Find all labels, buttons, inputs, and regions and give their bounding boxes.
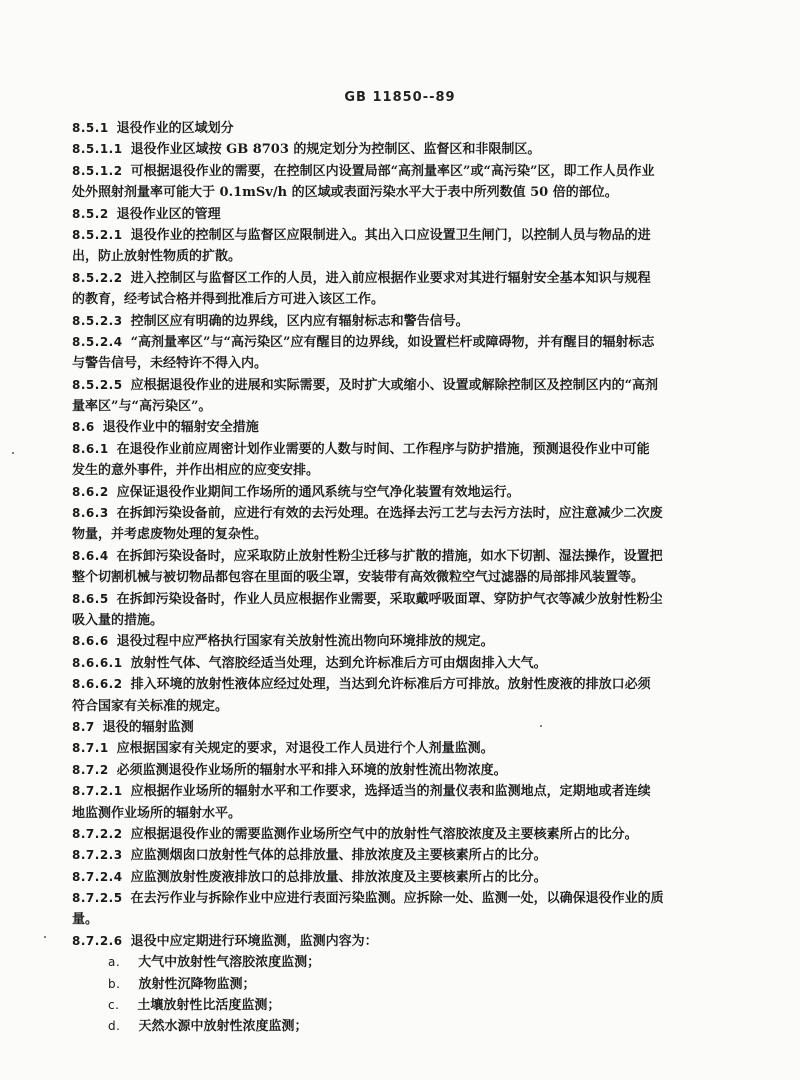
- clause-text: 退役过程中应严格执行国家有关放射性流出物向环境排放的规定。: [116, 634, 494, 650]
- clause-text: 量率区”与“高污染区”。: [72, 399, 212, 415]
- clause-line: [72, 332, 728, 353]
- clause-number: 8.7.1: [72, 741, 109, 756]
- list-item-marker: c.: [108, 998, 120, 1013]
- list-item: [72, 995, 728, 1016]
- clause-text: 退役作业区域按 GB 8703 的规定划分为控制区、监督区和非限制区。: [130, 142, 541, 158]
- clause-line: [72, 589, 728, 610]
- clause-line: [72, 674, 728, 695]
- clause-line: [72, 503, 728, 524]
- clause-line: [72, 311, 728, 332]
- clause-text: 应根据退役作业的进展和实际需要，及时扩大或缩小、设置或解除控制区及控制区内的“高剂: [130, 377, 659, 393]
- list-item: [72, 1016, 728, 1037]
- clause-number: 8.6.3: [72, 506, 109, 521]
- clause-text: 与警告信号，未经特许不得入内。: [72, 356, 268, 372]
- clause-text: 放射性气体、气溶胶经适当处理，达到允许标准后方可由烟囱排入大气。: [130, 655, 547, 671]
- clause-line: [72, 760, 728, 781]
- clause-line: [72, 631, 728, 652]
- clause-line: [72, 888, 728, 909]
- clause-continuation: [72, 396, 728, 417]
- clause-line: [72, 867, 728, 888]
- clause-text: “高剂量率区”与“高污染区”应有醒目的边界线，如设置栏杆或障碍物，并有醒目的辐射标志: [130, 334, 655, 350]
- clause-text: 应保证退役作业期间工作场所的通风系统与空气净化装置有效地运行。: [116, 484, 520, 500]
- clause-number: 8.6.2: [72, 484, 109, 499]
- clause-number: 8.5.2.2: [72, 270, 123, 285]
- clause-text: 应根据退役作业的需要监测作业场所空气中的放射性气溶胶浓度及主要核素所占的比分。: [130, 826, 638, 842]
- clause-line: [72, 417, 728, 438]
- clause-continuation: [72, 289, 728, 310]
- clause-number: 8.7.2: [72, 762, 109, 777]
- clause-continuation: [72, 246, 728, 267]
- clause-line: [72, 781, 728, 802]
- clause-number: 8.7.2.6: [72, 933, 123, 948]
- clause-number: 8.6.6.1: [72, 655, 123, 670]
- clause-line: [72, 439, 728, 460]
- clause-number: 8.7.2.4: [72, 869, 123, 884]
- clause-continuation: [72, 610, 728, 631]
- clause-text: 排入环境的放射性液体应经过处理，当达到允许标准后方可排放。放射性废液的排放口必须: [130, 677, 651, 693]
- list-item-text: 土壤放射性比活度监测；: [137, 998, 281, 1014]
- page-header: GB 11850--89: [344, 90, 456, 105]
- clause-text: 在退役作业前应周密计划作业需要的人数与时间、工作程序与防护措施，预测退役作业中可能: [116, 441, 650, 457]
- clause-text: 退役作业的控制区与监督区应限制进入。其出入口应设置卫生闸门，以控制人员与物品的进: [130, 227, 651, 243]
- clause-text: 整个切割机械与被切物品都包容在里面的吸尘罩，安装带有高效微粒空气过滤器的局部排风装置等。: [72, 570, 645, 586]
- clause-number: 8.5.1.1: [72, 142, 123, 157]
- clause-line: [72, 824, 728, 845]
- clause-number: 8.6: [72, 420, 95, 435]
- clause-number: 8.7.2.2: [72, 826, 123, 841]
- list-item-text: 放射性沉降物监测；: [138, 976, 256, 992]
- scan-speck: [12, 452, 14, 454]
- clause-number: 8.6.1: [72, 441, 109, 456]
- clause-text: 物量，并考虑废物处理的复杂性。: [72, 527, 268, 543]
- list-item-marker: d.: [108, 1019, 121, 1034]
- clause-line: [72, 161, 728, 182]
- list-item-text: 大气中放射性气溶胶浓度监测；: [138, 955, 321, 971]
- clause-number: 8.5.2.4: [72, 334, 123, 349]
- clause-continuation: [72, 909, 728, 930]
- clause-text: 量。: [72, 912, 99, 928]
- document-body: [72, 118, 728, 1038]
- clause-line: [72, 375, 728, 396]
- clause-text: 应根据国家有关规定的要求，对退役工作人员进行个人剂量监测。: [116, 741, 494, 757]
- clause-text: 的教育，经考试合格并得到批准后方可进入该区工作。: [72, 292, 385, 308]
- clause-text: 吸入量的措施。: [72, 612, 164, 628]
- clause-text: 退役的辐射监测: [102, 719, 194, 735]
- clause-number: 8.6.6: [72, 634, 109, 649]
- clause-text: 在拆卸污染设备前，应进行有效的去污处理。在选择去污工艺与去污方法时，应注意减少二次废: [116, 506, 663, 522]
- clause-line: [72, 653, 728, 674]
- clause-number: 8.5.2.3: [72, 313, 123, 328]
- clause-number: 8.7.2.5: [72, 891, 123, 906]
- clause-continuation: [72, 567, 728, 588]
- clause-line: [72, 931, 728, 952]
- clause-text: 应监测放射性废液排放口的总排放量、排放浓度及主要核素所占的比分。: [130, 869, 547, 885]
- clause-text: 可根据退役作业的需要，在控制区内设置局部“高剂量率区”或“高污染”区，即工作人员作业: [130, 163, 655, 179]
- clause-text: 地监测作业场所的辐射水平。: [72, 805, 242, 821]
- clause-text: 应根据作业场所的辐射水平和工作要求，选择适当的剂量仪表和监测地点，定期地或者连续: [130, 784, 651, 800]
- clause-line: [72, 118, 728, 139]
- clause-continuation: [72, 803, 728, 824]
- clause-continuation: [72, 524, 728, 545]
- clause-text: 符合国家有关标准的规定。: [72, 698, 229, 714]
- clause-text: 在拆卸污染设备时，作业人员应根据作业需要，采取戴呼吸面罩、穿防护气衣等减少放射性粉尘: [116, 591, 663, 607]
- list-item: [72, 952, 728, 973]
- clause-continuation: [72, 353, 728, 374]
- clause-number: 8.5.2.1: [72, 227, 123, 242]
- clause-number: 8.6.5: [72, 591, 109, 606]
- clause-text: 必须监测退役作业场所的辐射水平和排入环境的放射性流出物浓度。: [116, 762, 507, 778]
- clause-number: 8.7.2.1: [72, 784, 123, 799]
- clause-continuation: [72, 460, 728, 481]
- clause-continuation: [72, 696, 728, 717]
- clause-number: 8.6.4: [72, 548, 109, 563]
- clause-text: 发生的意外事件，并作出相应的应变安排。: [72, 463, 320, 479]
- list-item-marker: a.: [108, 955, 121, 970]
- clause-line: [72, 845, 728, 866]
- clause-line: [72, 268, 728, 289]
- clause-text: 进入控制区与监督区工作的人员，进入前应根据作业要求对其进行辐射安全基本知识与规程: [130, 270, 651, 286]
- clause-line: [72, 204, 728, 225]
- clause-number: 8.5.2: [72, 206, 109, 221]
- scan-speck: [44, 936, 46, 938]
- clause-line: [72, 482, 728, 503]
- clause-number: 8.7: [72, 719, 95, 734]
- clause-text: 出，防止放射性物质的扩散。: [72, 249, 242, 265]
- clause-line: [72, 717, 728, 738]
- list-item: [72, 974, 728, 995]
- clause-continuation: [72, 182, 728, 203]
- clause-line: [72, 225, 728, 246]
- clause-line: [72, 139, 728, 160]
- clause-line: [72, 738, 728, 759]
- clause-text: 在拆卸污染设备时，应采取防止放射性粉尘迁移与扩散的措施，如水下切割、湿法操作，设置把: [116, 548, 663, 564]
- clause-number: 8.6.6.2: [72, 677, 123, 692]
- clause-text: 退役作业的区域划分: [116, 121, 234, 136]
- clause-number: 8.5.1: [72, 121, 109, 135]
- clause-text: 处外照射剂量率可能大于 0.1mSv/h 的区域或表面污染水平大于表中所列数值 50 倍的部位。: [72, 185, 618, 201]
- clause-number: 8.5.2.5: [72, 377, 123, 392]
- clause-line: [72, 546, 728, 567]
- list-item-text: 天然水源中放射性浓度监测；: [138, 1019, 308, 1035]
- scan-speck: [540, 725, 542, 727]
- clause-number: 8.5.1.2: [72, 163, 123, 178]
- clause-text: 退役作业区的管理: [116, 206, 221, 222]
- clause-text: 在去污作业与拆除作业中应进行表面污染监测。应拆除一处、监测一处，以确保退役作业的质: [130, 891, 664, 907]
- clause-text: 应监测烟囱口放射性气体的总排放量、排放浓度及主要核素所占的比分。: [130, 848, 547, 864]
- list-item-marker: b.: [108, 976, 121, 991]
- clause-text: 退役中应定期进行环境监测，监测内容为：: [130, 933, 378, 949]
- clause-text: 退役作业中的辐射安全措施: [102, 420, 259, 436]
- clause-text: 控制区应有明确的边界线，区内应有辐射标志和警告信号。: [130, 313, 469, 329]
- clause-number: 8.7.2.3: [72, 848, 123, 863]
